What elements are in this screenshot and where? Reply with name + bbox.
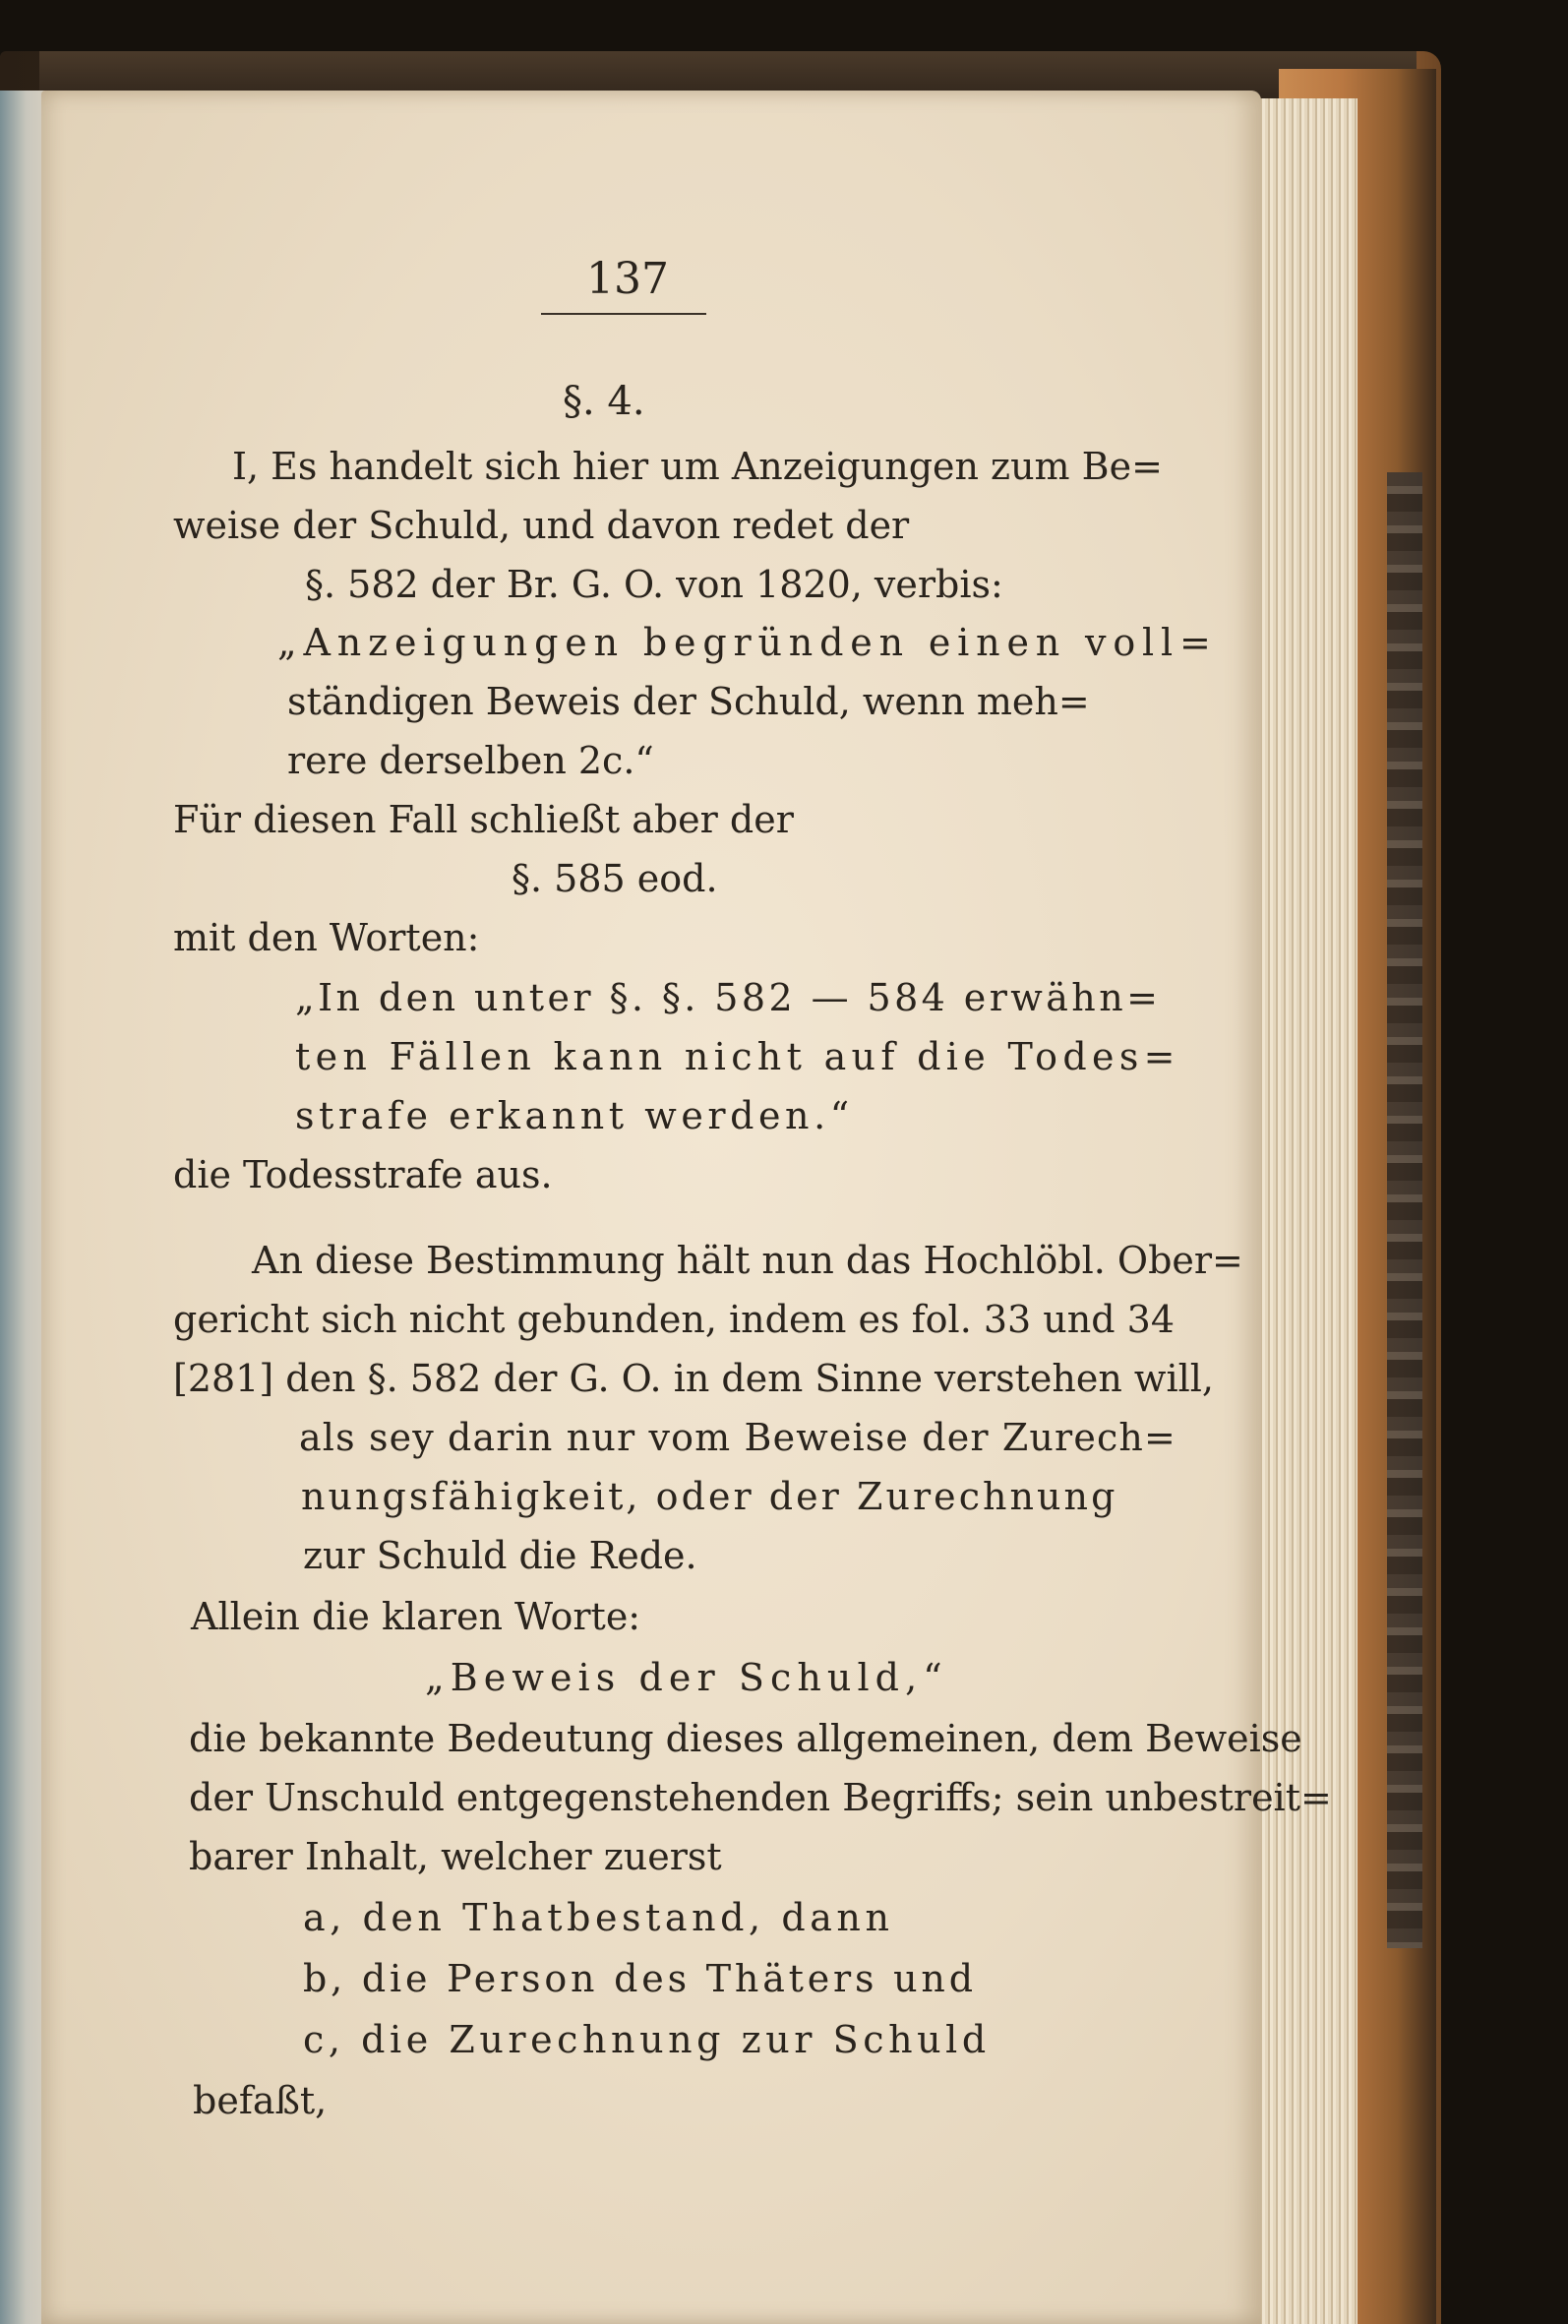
text-line: weise der Schuld, und davon redet der	[173, 504, 910, 547]
binding-strip	[1387, 472, 1422, 1948]
text-line: §. 582 der Br. G. O. von 1820, verbis:	[305, 563, 1003, 606]
section-heading: §. 4.	[563, 379, 645, 424]
text-line: ten Fällen kann nicht auf die Todes=	[295, 1035, 1180, 1078]
text-line: strafe erkannt werden.“	[295, 1094, 854, 1137]
text-line: Für diesen Fall schließt aber der	[173, 798, 794, 841]
text-line: die Todesstrafe aus.	[173, 1153, 553, 1196]
text-line: [281] den §. 582 der G. O. in dem Sinne verstehen will,	[173, 1357, 1214, 1400]
text-line: als sey darin nur vom Beweise der Zurech=	[299, 1416, 1176, 1459]
text-line: der Unschuld entgegenstehenden Begriffs; sein unbestreit=	[189, 1776, 1332, 1819]
text-line: a, den Thatbestand, dann	[303, 1896, 894, 1939]
text-line: die bekannte Bedeutung dieses allgemeinen, dem Beweise	[189, 1717, 1302, 1760]
page-block-edges	[1249, 98, 1357, 2324]
header-rule	[541, 313, 706, 315]
text-line: nungsfähigkeit, oder der Zurechnung	[301, 1475, 1118, 1518]
text-line: „Beweis der Schuld,“	[425, 1656, 948, 1699]
text-line: „Anzeigungen begründen einen voll=	[277, 621, 1218, 664]
text-line: b, die Person des Thäters und	[303, 1957, 977, 2000]
page-number: 137	[586, 254, 669, 304]
text-line: c, die Zurechnung zur Schuld	[303, 2018, 991, 2061]
text-line: barer Inhalt, welcher zuerst	[189, 1835, 722, 1878]
text-line: gericht sich nicht gebunden, indem es fol. 33 und 34	[173, 1298, 1176, 1341]
text-line: §. 585 eod.	[512, 857, 718, 900]
text-line: An diese Bestimmung hält nun das Hochlöbl. Ober=	[252, 1239, 1243, 1282]
text-line: mit den Worten:	[173, 916, 480, 959]
text-line: rere derselben 2c.“	[287, 739, 654, 782]
text-line: „In den unter §. §. 582 — 584 erwähn=	[295, 976, 1162, 1019]
text-line: Allein die klaren Worte:	[191, 1595, 641, 1638]
text-line: zur Schuld die Rede.	[303, 1534, 697, 1577]
text-line: ständigen Beweis der Schuld, wenn meh=	[287, 680, 1090, 723]
text-line: I, Es handelt sich hier um Anzeigungen zum Be=	[232, 445, 1163, 488]
text-line: befaßt,	[193, 2079, 328, 2122]
